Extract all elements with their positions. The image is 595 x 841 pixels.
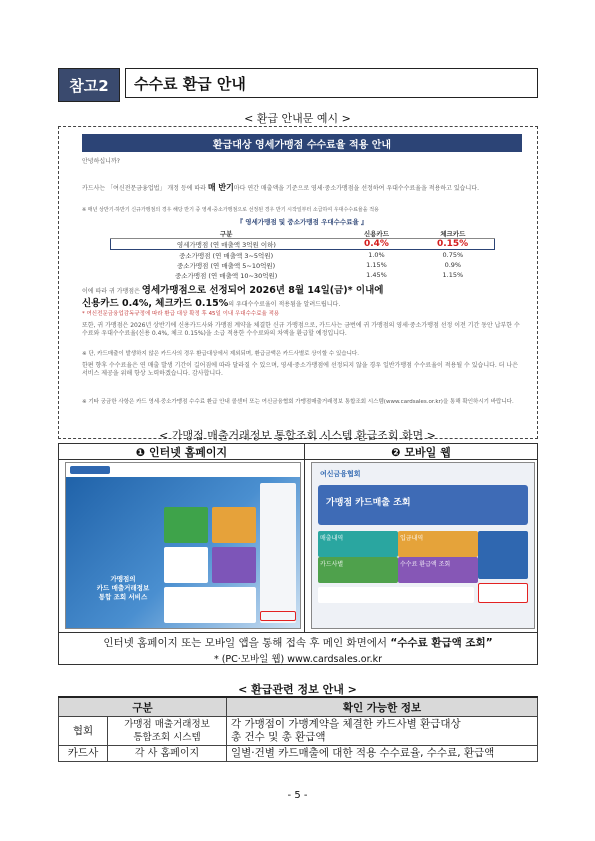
page-number: - 5 - — [287, 790, 308, 801]
homepage-tile-icon[interactable] — [164, 507, 208, 543]
info-table-head: 구분 확인 가능한 정보 — [59, 697, 538, 717]
rate-table — [110, 228, 495, 280]
screen-label-homepage: ❶ 인터넷 홈페이지 — [59, 444, 305, 460]
rate-row: 중소가맹점 (연 매출액 3~5억원) 1.0% 0.75% — [179, 251, 464, 260]
notice-para4: 한편 향후 수수료율은 연 매출 발생 기간이 길어짐에 따라 달라질 수 있으며, 영세·중소가맹점에 선정되지 않을 경우 일반가맹점 수수료율이 적용될 수 있습니다. 더 나은 서비스 제공을 위해 항상 노력하겠습니다. 감사합니다. — [82, 362, 519, 377]
notice-para1: 카드사는 「여신전문금융업법」 개정 등에 따라 매 반기마다 연간 매출액을 기준으로 영세·중소가맹점을 선정하여 우대수수료율을 적용하고 있습니다. — [82, 183, 479, 192]
notice-title: 환급대상 영세가맹점 수수료율 적용 안내 — [82, 134, 522, 152]
notice-key-note: * 여신전문금융업감독규정에 따라 환급 대상 확정 후 45일 이내 우대수수료율 적용 — [82, 311, 280, 317]
mobile-tile-deposit[interactable]: 입금내역 — [398, 531, 478, 557]
screens-bottom-line — [59, 632, 537, 633]
mobile-card-logos — [318, 587, 474, 603]
notice-para3: ※ 단, 카드매출이 발생하지 않은 카드사의 경우 환급대상에서 제외되며, 환급금액은 카드사별로 상이할 수 있습니다. — [82, 351, 359, 357]
mobile-side-tile[interactable] — [478, 531, 528, 579]
rate-row-small-merchant: 영세가맹점 (연 매출액 3억원 이하) 0.4% 0.15% — [111, 239, 495, 250]
homepage-banner-text: 가맹점의 카드 매출거래정보 통합 조회 서비스 — [96, 575, 150, 601]
notice-para2: 또한, 귀 가맹점은 2026년 상반기에 신용카드사와 가맹점 계약을 체결한 신규 가맹점으로, 카드사는 금번에 귀 가맹점의 영세·중소가맹점 선정 이전 기간 동안 납부한 수수료와 우대수수료율(신용 0.4%, 체크 0.15%)을 소급 적용한 수수료와의 차액을 환급할 예정입니다. — [82, 322, 520, 337]
homepage-tile-icon[interactable] — [212, 507, 256, 543]
screens-header-row — [59, 444, 537, 460]
screens-divider — [304, 444, 305, 632]
screens-url: * (PC·모바일 웹) www.cardsales.or.kr — [213, 654, 383, 665]
section-tag: 참고2 — [58, 68, 120, 102]
mobile-screenshot — [311, 462, 535, 629]
homepage-side-menu — [260, 483, 296, 623]
notice-frame — [58, 126, 538, 439]
screens-note: 인터넷 홈페이지 또는 모바일 앱을 통해 접속 후 메인 화면에서 “수수료 환급액 조회” — [103, 637, 493, 649]
homepage-news-box — [164, 587, 256, 623]
homepage-tile-icon[interactable] — [212, 547, 256, 583]
rate-table-title: 『 영세가맹점 및 중소가맹점 우대수수료율 』 — [236, 218, 368, 226]
homepage-logo-icon — [70, 466, 110, 474]
notice-para1-note: ※ 매년 상반기·하반기 신규가맹점의 경우 해당 반기 중 영세·중소가맹점으로 선정된 경우 반기 시작일부터 소급하여 우대수수료율을 적용 — [82, 207, 379, 213]
screen-label-mobile: ❷ 모바일 웹 — [305, 444, 537, 460]
info-caption: < 환급관련 정보 안내 > — [238, 683, 357, 696]
screens-table — [58, 443, 538, 665]
homepage-tile-icon[interactable] — [164, 547, 208, 583]
info-row-cardcompany: 카드사 각 사 홈페이지 일별·건별 카드매출에 대한 적용 수수료율, 수수료, 환급액 — [59, 746, 538, 762]
section-title: 수수료 환급 안내 — [125, 68, 538, 98]
mobile-tile-sales[interactable]: 매출내역 — [318, 531, 398, 557]
mobile-tile-card[interactable]: 카드사별 — [318, 557, 398, 583]
mobile-tile-refund[interactable]: 수수료 환급액 조회 — [398, 557, 478, 583]
notice-key-message: 이에 따라 귀 가맹점은 영세가맹점으로 선정되어 2026년 8월 14일(금)* 이내에 신용카드 0.4%, 체크카드 0.15%의 우대수수료율이 적용됨을 알려드립니다. — [82, 285, 384, 309]
mobile-logo: 여신금융협회 — [320, 470, 361, 478]
refund-lookup-highlight[interactable] — [478, 583, 528, 603]
homepage-screenshot — [65, 462, 301, 629]
notice-caption: < 환급 안내문 예시 > — [244, 112, 351, 125]
screens-caption: < 가맹점 매출거래정보 통합조회 시스템 환급조회 화면 > — [159, 429, 436, 442]
mobile-banner-text: 가맹점 카드매출 조회 — [326, 498, 411, 508]
notice-greeting: 안녕하십니까? — [82, 158, 120, 165]
refund-lookup-highlight[interactable] — [260, 611, 296, 621]
rate-table-head: 구분 신용카드 체크카드 — [111, 228, 495, 239]
info-table — [58, 696, 538, 762]
info-row-association: 협회 가맹점 매출거래정보 통합조회 시스템 각 가맹점이 가맹계약을 체결한 카드사별 환급대상 총 건수 및 총 환급액 — [59, 717, 538, 746]
notice-para5: ※ 기타 궁금한 사항은 카드 영세·중소가맹점 수수료 환급 안내 콜센터 또는 여신금융협회 가맹점매출거래정보 통합조회 시스템(www.cardsales.or.kr)을 통해 확인하시기 바랍니다. — [82, 399, 514, 405]
rate-row: 중소가맹점 (연 매출액 10~30억원) 1.45% 1.15% — [174, 271, 464, 280]
rate-row: 중소가맹점 (연 매출액 5~10억원) 1.15% 0.9% — [177, 261, 462, 270]
